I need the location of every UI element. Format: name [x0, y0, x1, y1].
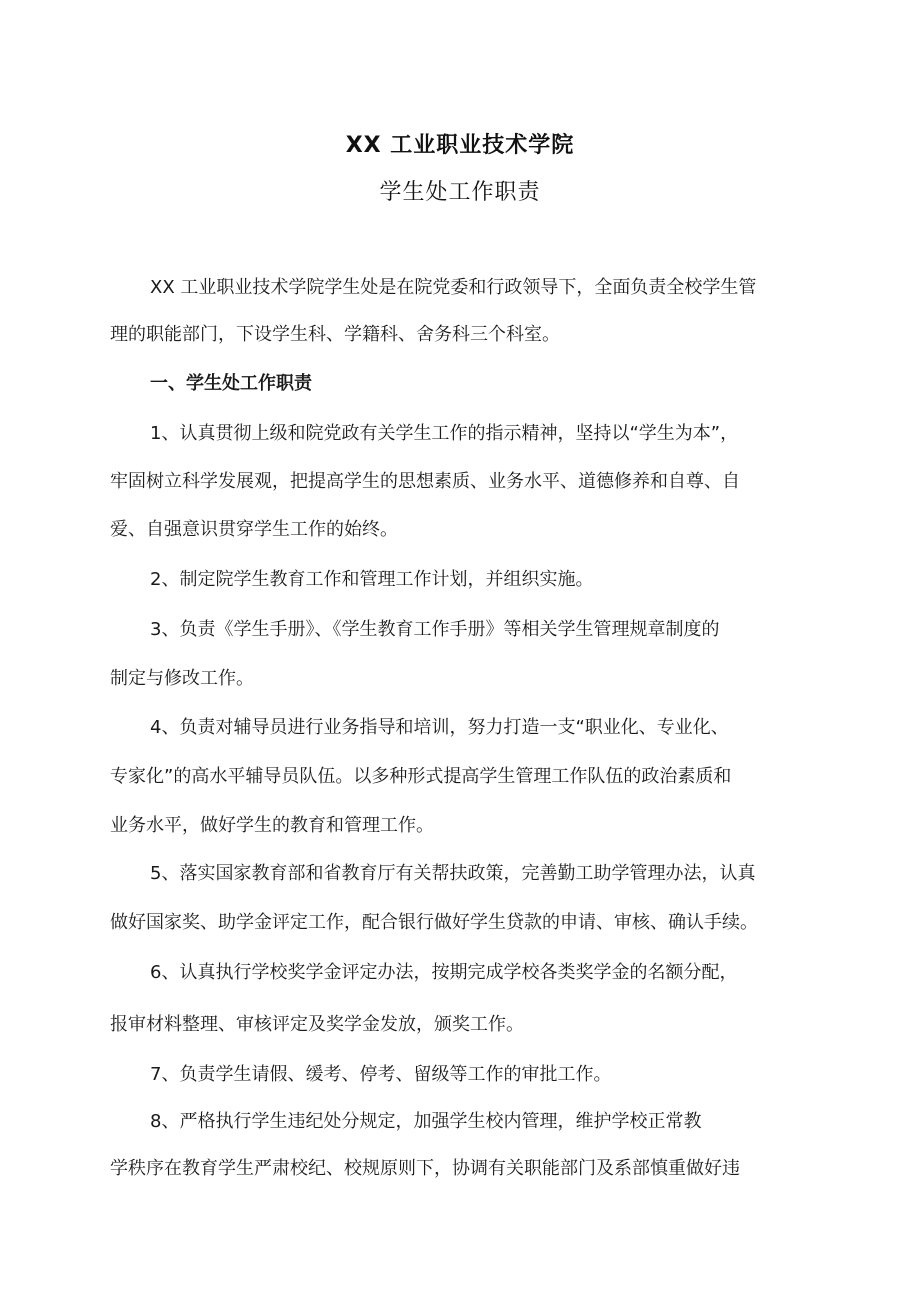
- paragraph-line: 3、负责《学生手册》、《学生教育工作手册》等相关学生管理规章制度的: [150, 619, 720, 640]
- paragraph-line: 4、负责对辅导员进行业务指导和培训，努力打造一支“职业化、专业化、: [150, 717, 729, 738]
- document-title-line2: 学生处工作职责: [379, 180, 541, 205]
- document-title-line1: XX 工业职业技术学院: [345, 133, 575, 158]
- paragraph-line: 做好国家奖、助学金评定工作，配合银行做好学生贷款的申请、审核、确认手续。: [110, 912, 758, 933]
- paragraph-line: 6、认真执行学校奖学金评定办法，按期完成学校各类奖学金的名额分配，: [150, 962, 738, 983]
- paragraph-line: 爱、自强意识贯穿学生工作的始终。: [110, 519, 398, 540]
- paragraph-line: 5、落实国家教育部和省教育厅有关帮扶政策，完善勤工助学管理办法，认真: [150, 863, 756, 884]
- paragraph-line: 7、负责学生请假、缓考、停考、留级等工作的审批工作。: [150, 1064, 612, 1085]
- paragraph-line: 2、制定院学生教育工作和管理工作计划，并组织实施。: [150, 569, 594, 590]
- section-heading: 一、学生处工作职责: [150, 373, 312, 394]
- paragraph-line: 专家化”的高水平辅导员队伍。以多种形式提高学生管理工作队伍的政治素质和: [110, 766, 732, 787]
- paragraph-line: XX 工业职业技术学院学生处是在院党委和行政领导下，全面负责全校学生管: [150, 277, 757, 298]
- paragraph-line: 8、严格执行学生违纪处分规定，加强学生校内管理，维护学校正常教: [150, 1111, 702, 1132]
- paragraph-line: 业务水平，做好学生的教育和管理工作。: [110, 815, 434, 836]
- paragraph-line: 1、认真贯彻上级和院党政有关学生工作的指示精神，坚持以“学生为本”，: [150, 423, 739, 444]
- paragraph-line: 学秩序在教育学生严肃校纪、校规原则下，协调有关职能部门及系部慎重做好违: [110, 1158, 740, 1179]
- paragraph-line: 理的职能部门，下设学生科、学籍科、舍务科三个科室。: [110, 324, 560, 345]
- paragraph-line: 牢固树立科学发展观，把提高学生的思想素质、业务水平、道德修养和自尊、自: [110, 471, 740, 492]
- paragraph-line: 制定与修改工作。: [110, 668, 254, 689]
- paragraph-line: 报审材料整理、审核评定及奖学金发放，颁奖工作。: [110, 1014, 524, 1035]
